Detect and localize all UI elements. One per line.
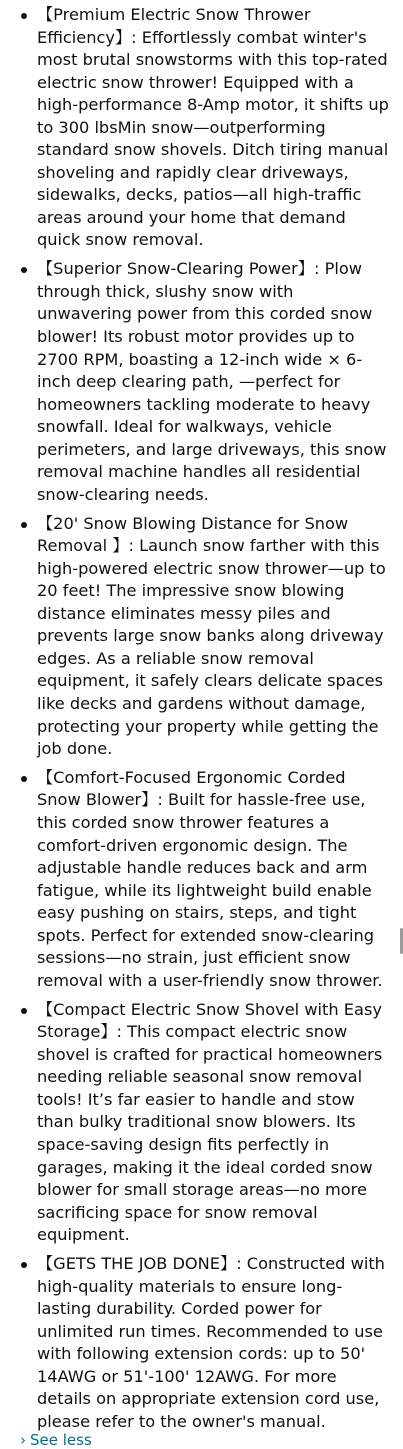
bullet-icon [21, 13, 27, 19]
feature-bullet-4 [10, 767, 393, 992]
feature-bullet-2 [10, 258, 393, 506]
see-less-link[interactable] [20, 1431, 92, 1449]
feature-text: 【20' Snow Blowing Distance for Snow Removal 】: Launch snow farther with this high-powered electric snow thrower—up to 20 feet! The impressive snow blowing distance eliminates messy piles and prevents large snow banks along driveway edges. As a reliable snow removal equipment, it safely clears delicate spaces like decks and gardens without damage, protecting your property while getting the job done. [37, 513, 386, 759]
bullet-icon [21, 522, 27, 528]
feature-text: 【GETS THE JOB DONE】: Constructed with high-quality materials to ensure long-lasting durability. Corded power for unlimited run times. Recommended to use with following extension cords: up to 50' 14AWG or 51'-100' 12AWG. For more details on appropriate extension cord use, please refer to the owner's manual. [37, 1254, 385, 1431]
bullet-icon [21, 776, 27, 782]
bullet-icon [21, 267, 27, 273]
bullet-icon [21, 1008, 27, 1014]
feature-text: 【Compact Electric Snow Shovel with Easy Storage】: This compact electric snow shovel is crafted for practical homeowners needing reliable seasonal snow removal tools! It’s far easier to handle and stow than bulky traditional snow blowers. Its space-saving design fits perfectly in garages, making it the ideal corded snow blower for small storage areas—no more sacrificing space for snow removal equipment. [37, 999, 383, 1245]
feature-bullet-1 [10, 4, 393, 252]
feature-text: 【Comfort-Focused Ergonomic Corded Snow Blower】: Built for hassle-free use, this corded snow thrower features a comfort-driven ergonomic design. The adjustable handle reduces back and arm fatigue, while its lightweight build enable easy pushing on stairs, steps, and tight spots. Perfect for extended snow-clearing sessions—no strain, just efficient snow removal with a user-friendly snow thrower. [37, 767, 383, 990]
feature-text: 【Premium Electric Snow Thrower Efficiency】: Effortlessly combat winter's most brutal snowstorms with this top-rated electric snow thrower! Equipped with a high-performance 8-Amp motor, it shifts up to 300 lbsMin snow—outperforming standard snow shovels. Ditch tiring manual shoveling and rapidly clear driveways, sidewalks, decks, patios—all high-traffic areas around your home that demand quick snow removal. [37, 5, 389, 250]
feature-bullet-5 [10, 999, 393, 1247]
feature-bullet-6 [10, 1253, 393, 1433]
bullet-icon [21, 1262, 27, 1268]
feature-bullet-3 [10, 513, 393, 761]
feature-text: 【Superior Snow-Clearing Power】: Plow through thick, slushy snow with unwavering power from this corded snow blower! Its robust motor provides up to 2700 RPM, boasting a 12-inch wide × 6-inch deep clearing path, —perfect for homeowners tackling moderate to heavy snowfall. Ideal for walkways, vehicle perimeters, and large driveways, this snow removal machine handles all residential snow-clearing needs. [37, 259, 387, 504]
chevron-down-icon: › [20, 1431, 26, 1449]
see-less-label: See less [30, 1431, 92, 1449]
